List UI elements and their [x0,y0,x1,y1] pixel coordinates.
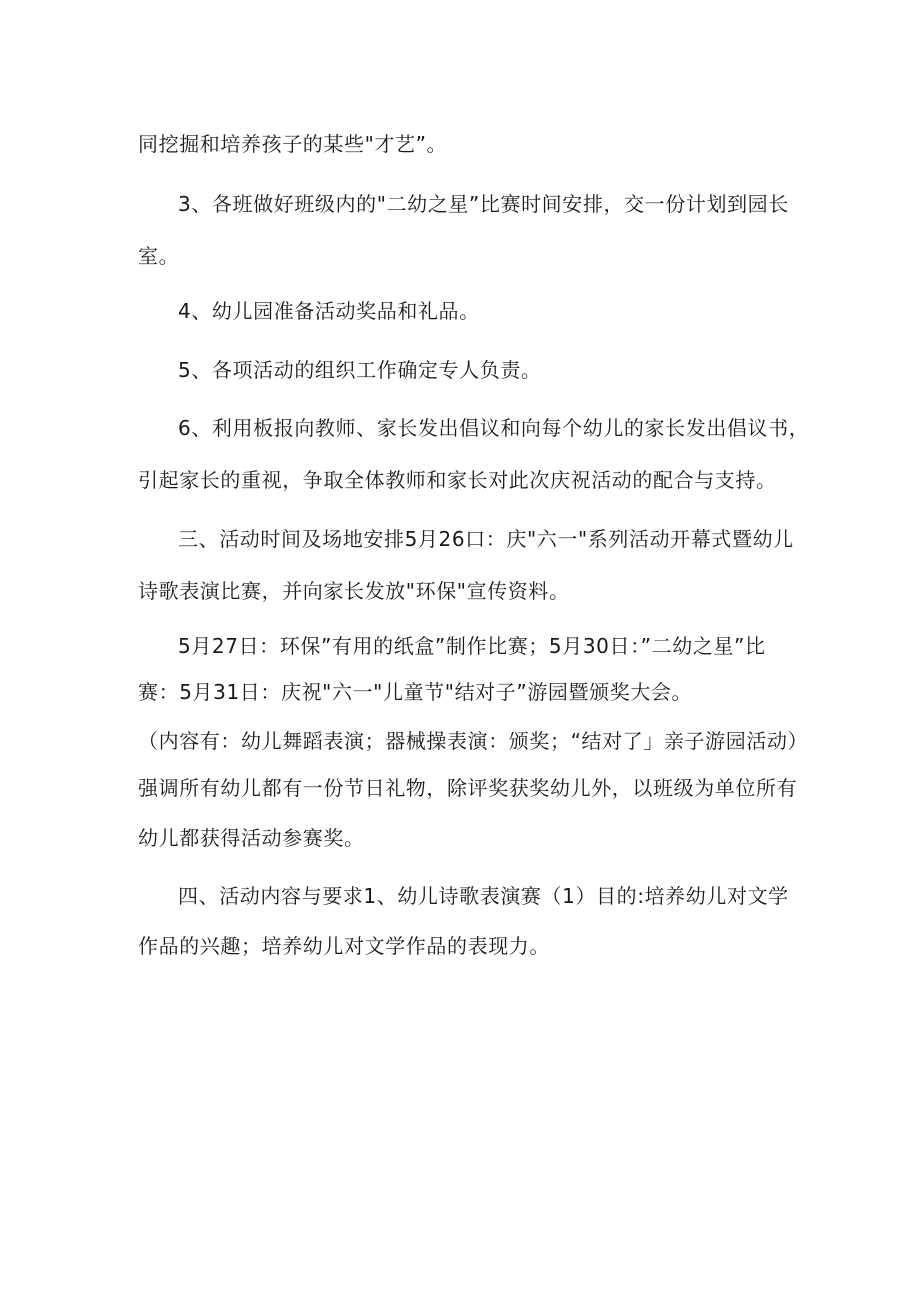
text-line-10: 5月27日：环保”有用的纸盒”制作比赛；5月30日：”二幼之星”比 [178,634,766,658]
text-line-11: 赛：5月31日：庆祝"六一"儿童节"结对子”游园暨颁奖大会。 [138,680,693,704]
text-line-13: 强调所有幼儿都有一份节日礼物，除评奖获奖幼儿外，以班级为单位所有 [138,776,798,800]
text-line-14: 幼儿都获得活动参赛奖。 [138,826,365,850]
text-line-15: 四、活动内容与要求1、幼儿诗歌表演赛（1）目的:培养幼儿对文学 [178,884,789,908]
text-line-4: 4、幼儿园准备活动奖品和礼品。 [178,299,480,323]
text-line-7: 引起家长的重视，争取全体教师和家长对此次庆祝活动的配合与支持。 [138,468,777,492]
text-line-8: 三、活动时间及场地安排5月26口：庆"六一"系列活动开幕式暨幼儿 [178,527,794,551]
text-line-9: 诗歌表演比赛，并向家长发放"环保"宣传资料。 [138,579,570,603]
text-line-16: 作品的兴趣；培养幼儿对文学作品的表现力。 [138,934,550,958]
text-line-1: 同挖掘和培养孩子的某些"才艺”。 [138,132,448,156]
text-line-2: 3、各班做好班级内的"二幼之星”比赛时间安排，交一份计划到园长 [178,192,789,216]
text-line-6: 6、利用板报向教师、家长发出倡议和向每个幼儿的家长发出倡议书， [178,416,810,440]
text-line-3: 室。 [138,244,180,268]
text-line-12: （内容有：幼儿舞蹈表演；器械操表演：颁奖；“结对了」亲子游园活动） [138,729,809,753]
text-line-5: 5、各项活动的组织工作确定专人负责。 [178,358,542,382]
